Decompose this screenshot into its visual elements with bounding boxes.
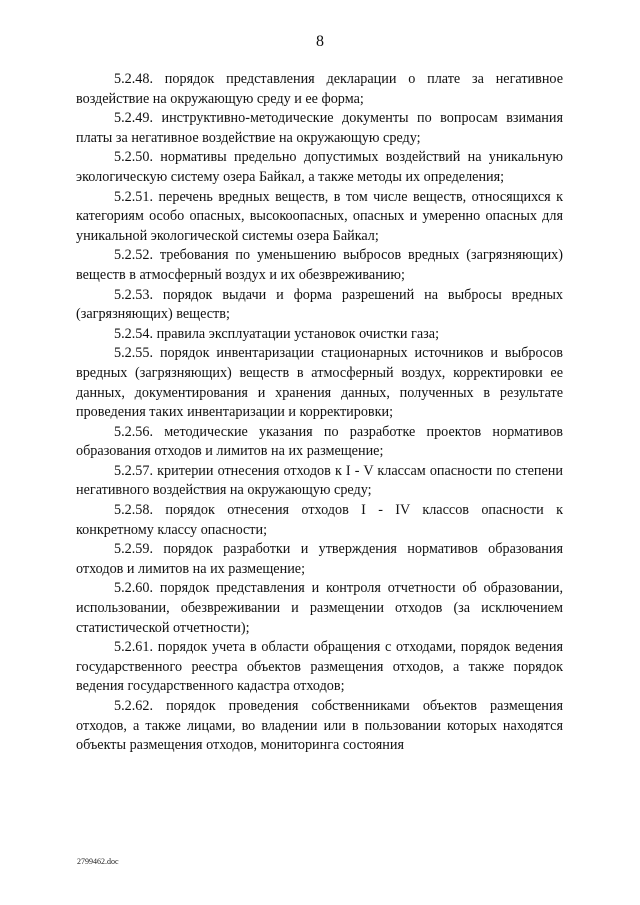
paragraph-5-2-50: 5.2.50. нормативы предельно допустимых воздействий на уникальную экологическую систему озера Байкал, а также методы их определения;: [76, 149, 563, 185]
document-body: [76, 70, 563, 756]
paragraph-5-2-62: 5.2.62. порядок проведения собственниками объектов размещения отходов, а также лицами, во владении или в пользовании которых находятся объекты размещения отходов, мониторинга состояния: [76, 698, 563, 754]
paragraph-5-2-52: 5.2.52. требования по уменьшению выбросов вредных (загрязняющих) веществ в атмосферный воздух и их обезвреживанию;: [76, 247, 563, 283]
paragraph-5-2-58: 5.2.58. порядок отнесения отходов I - IV классов опасности к конкретному классу опасности;: [76, 502, 563, 538]
paragraph-5-2-57: 5.2.57. критерии отнесения отходов к I - V классам опасности по степени негативного воздействия на окружающую среду;: [76, 462, 563, 499]
paragraph-5-2-48: 5.2.48. порядок представления декларации о плате за негативное воздействие на окружающую среду и ее форма;: [76, 71, 563, 107]
paragraph-5-2-49: 5.2.49. инструктивно-методические документы по вопросам взимания платы за негативное воздействие на окружающую среду;: [76, 110, 563, 146]
page-number: 8: [316, 33, 324, 50]
paragraph-5-2-51: 5.2.51. перечень вредных веществ, в том числе веществ, относящихся к категориям особо опасных, высокоопасных, опасных и умеренно опасных для уникальной экологической системы озера Байкал;: [76, 188, 563, 244]
paragraph-5-2-61: 5.2.61. порядок учета в области обращения с отходами, порядок ведения государственного реестра объектов размещения отходов, а также порядок ведения государственного кадастра отходов;: [76, 639, 563, 695]
paragraph-5-2-55: 5.2.55. порядок инвентаризации стационарных источников и выбросов вредных (загрязняющих) веществ в атмосферный воздух, корректировки ее данных, документирования и хранения данных, полученных в результате проведения таких инвентаризации и корректировки;: [76, 345, 563, 421]
paragraph-5-2-60: 5.2.60. порядок представления и контроля отчетности об образовании, использовании, обезвреживании и размещении отходов (за исключением статистической отчетности);: [76, 580, 563, 636]
paragraph-5-2-59: 5.2.59. порядок разработки и утверждения нормативов образования отходов и лимитов на их размещение;: [76, 541, 563, 577]
paragraph-5-2-56: 5.2.56. методические указания по разработке проектов нормативов образования отходов и лимитов на их размещение;: [76, 423, 563, 460]
paragraph-5-2-53: 5.2.53. порядок выдачи и форма разрешений на выбросы вредных (загрязняющих) веществ;: [76, 286, 563, 323]
document-footer-filename: 2799462.doc: [77, 857, 119, 866]
paragraph-5-2-54: 5.2.54. правила эксплуатации установок очистки газа;: [114, 325, 440, 342]
